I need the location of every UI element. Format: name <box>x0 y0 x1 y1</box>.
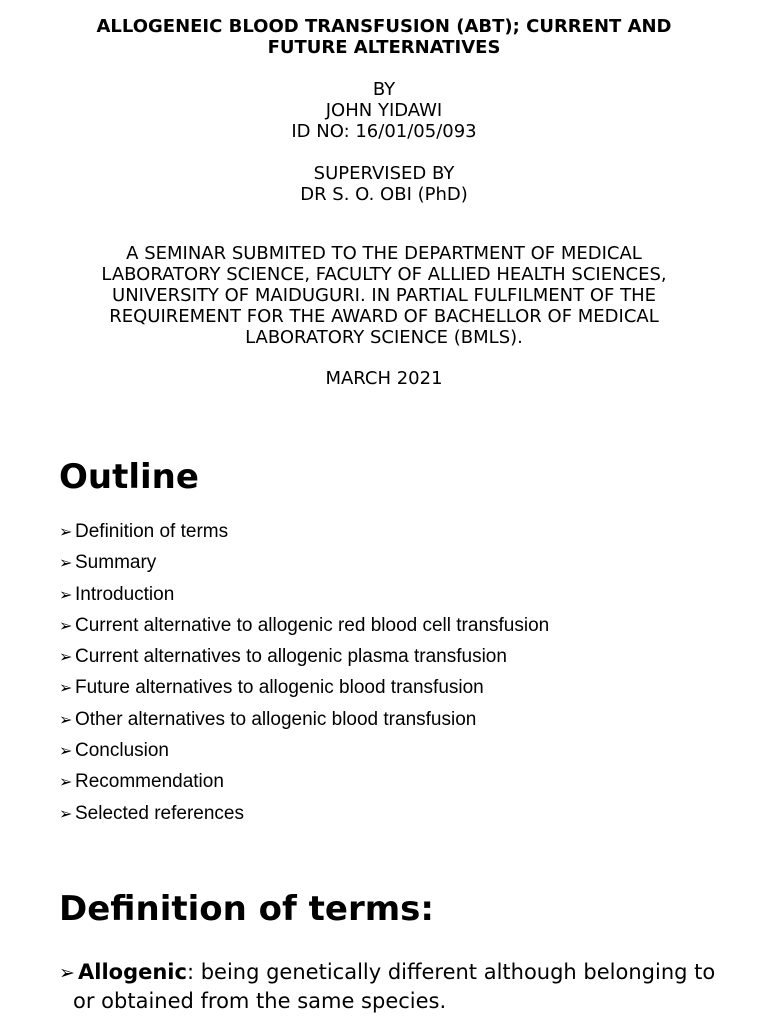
submission-date: MARCH 2021 <box>325 368 443 389</box>
arrow-bullet-icon: ➢ <box>59 962 75 984</box>
arrow-bullet-icon: ➢ <box>59 772 73 792</box>
arrow-bullet-icon: ➢ <box>59 615 73 635</box>
outline-item-label: Definition of terms <box>75 521 229 542</box>
supervisor-name: DR S. O. OBI (PhD) <box>300 184 468 205</box>
author-name: JOHN YIDAWI <box>325 100 443 121</box>
outline-item <box>59 610 549 641</box>
outline-item-label: Current alternative to allogenic red blood cell transfusion <box>75 614 550 636</box>
arrow-bullet-icon: ➢ <box>59 647 73 667</box>
outline-item <box>59 798 549 829</box>
by-label: BY <box>372 79 396 100</box>
student-id: ID NO: 16/01/05/093 <box>291 121 477 142</box>
outline-item <box>59 547 549 578</box>
outline-item <box>59 735 549 766</box>
outline-item <box>59 579 549 610</box>
arrow-bullet-icon: ➢ <box>59 522 73 541</box>
outline-item-label: Future alternatives to allogenic blood transfusion <box>75 677 484 699</box>
outline-item <box>59 766 549 797</box>
outline-item-label: Conclusion <box>75 740 169 762</box>
outline-item <box>59 516 549 547</box>
outline-item <box>59 641 549 672</box>
arrow-bullet-icon: ➢ <box>59 553 73 573</box>
definition-text: : being genetically different although belonging to or obtained from the same species. <box>73 960 716 1013</box>
arrow-bullet-icon: ➢ <box>59 678 73 698</box>
outline-item-label: Selected references <box>75 802 244 824</box>
supervised-by-label: SUPERVISED BY <box>313 163 455 184</box>
cover-header <box>60 16 708 205</box>
definition-item <box>59 958 723 1015</box>
outline-item-label: Recommendation <box>75 771 224 793</box>
submission-statement: A SEMINAR SUBMITED TO THE DEPARTMENT OF MEDICAL LABORATORY SCIENCE, FACULTY OF ALLIED HEALTH SCIENCES, UNIVERSITY OF MAIDUGURI. IN PARTIAL FULFILMENT OF THE REQUIREMENT FOR THE AWARD OF BACHELLOR OF MEDICAL LABORATORY SCIENCE (BMLS). <box>101 243 667 348</box>
arrow-bullet-icon: ➢ <box>59 709 73 729</box>
arrow-bullet-icon: ➢ <box>59 584 73 604</box>
outline-list <box>59 516 549 829</box>
outline-item-label: Summary <box>75 552 157 574</box>
outline-heading: Outline <box>59 457 199 497</box>
outline-item <box>59 704 549 735</box>
arrow-bullet-icon: ➢ <box>59 803 73 823</box>
definitions-heading: Definition of terms: <box>59 889 434 929</box>
arrow-bullet-icon: ➢ <box>59 741 73 761</box>
outline-item-label: Other alternatives to allogenic blood transfusion <box>75 708 477 730</box>
definition-term: Allogenic <box>78 960 187 984</box>
outline-item <box>59 672 549 703</box>
document-title: ALLOGENEIC BLOOD TRANSFUSION (ABT); CURRENT AND FUTURE ALTERNATIVES <box>96 16 672 58</box>
outline-item-label: Current alternatives to allogenic plasma transfusion <box>75 646 507 668</box>
outline-item-label: Introduction <box>75 583 175 605</box>
